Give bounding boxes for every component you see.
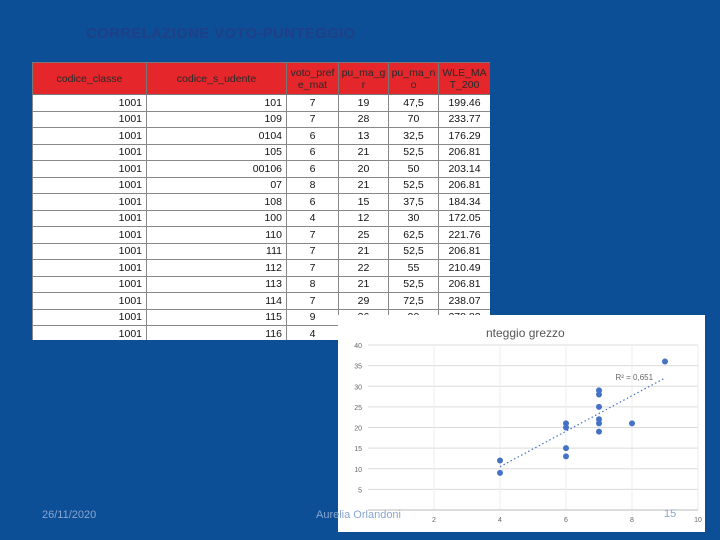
table-row xyxy=(33,177,491,194)
table-cell: 116 xyxy=(147,326,287,341)
table-cell: 7 xyxy=(287,227,339,244)
table-cell: 15 xyxy=(339,194,389,211)
table-cell: 70 xyxy=(389,111,439,128)
table-cell: 7 xyxy=(287,293,339,310)
table-cell: 1001 xyxy=(33,227,147,244)
table-cell: 6 xyxy=(287,128,339,145)
scatter-chart-svg xyxy=(338,315,705,532)
data-point xyxy=(497,458,503,464)
table-cell: 6 xyxy=(287,194,339,211)
table-cell: 1001 xyxy=(33,95,147,112)
table-row xyxy=(33,276,491,293)
table-cell: 1001 xyxy=(33,276,147,293)
header-voto: voto_pref e_mat xyxy=(287,63,339,95)
table-body xyxy=(33,95,491,341)
slide-title: CORRELAZIONE VOTO-PUNTEGGIO xyxy=(86,25,356,42)
data-table xyxy=(32,62,490,340)
data-point xyxy=(563,445,569,451)
table-cell: 52,5 xyxy=(389,243,439,260)
table-cell: 9 xyxy=(287,309,339,326)
header-pu-ma-no: pu_ma_n o xyxy=(389,63,439,95)
table-cell: 1001 xyxy=(33,111,147,128)
data-point xyxy=(596,404,602,410)
table-cell: 111 xyxy=(147,243,287,260)
y-tick-label: 30 xyxy=(354,384,362,392)
table-cell: 206.81 xyxy=(439,276,491,293)
data-point xyxy=(563,425,569,431)
table-row xyxy=(33,144,491,161)
table-cell: 105 xyxy=(147,144,287,161)
y-tick-label: 35 xyxy=(354,363,362,371)
y-tick-label: 10 xyxy=(354,466,362,474)
table-cell: 19 xyxy=(339,95,389,112)
data-point xyxy=(497,470,503,476)
table-cell: 6 xyxy=(287,144,339,161)
table-cell: 21 xyxy=(339,144,389,161)
table-cell: 176.29 xyxy=(439,128,491,145)
table-cell: 8 xyxy=(287,177,339,194)
table-cell: 1001 xyxy=(33,326,147,341)
table-cell: 13 xyxy=(339,128,389,145)
table-cell: 112 xyxy=(147,260,287,277)
table-cell: 72,5 xyxy=(389,293,439,310)
header-wle: WLE_MA T_200 xyxy=(439,63,491,95)
table-cell: 28 xyxy=(339,111,389,128)
table-cell: 109 xyxy=(147,111,287,128)
table-cell: 52,5 xyxy=(389,177,439,194)
table-cell: 1001 xyxy=(33,144,147,161)
table-cell: 203.14 xyxy=(439,161,491,178)
table-cell: 210.49 xyxy=(439,260,491,277)
table-row xyxy=(33,243,491,260)
table-cell: 221.76 xyxy=(439,227,491,244)
data-table-image xyxy=(32,62,490,340)
table-cell: 7 xyxy=(287,111,339,128)
table-cell: 50 xyxy=(389,161,439,178)
table-cell: 52,5 xyxy=(389,144,439,161)
table-cell: 114 xyxy=(147,293,287,310)
table-row xyxy=(33,227,491,244)
y-tick-label: 25 xyxy=(354,404,362,412)
header-codice-classe: codice_classe xyxy=(33,63,147,95)
x-tick-label: 2 xyxy=(432,517,436,524)
table-cell: 47,5 xyxy=(389,95,439,112)
chart-title: nteggio grezzo xyxy=(486,326,565,340)
table-cell: 4 xyxy=(287,326,339,341)
table-cell: 52,5 xyxy=(389,276,439,293)
table-row xyxy=(33,161,491,178)
table-cell: 29 xyxy=(339,293,389,310)
table-cell: 1001 xyxy=(33,194,147,211)
table-cell: 00106 xyxy=(147,161,287,178)
table-cell: 6 xyxy=(287,161,339,178)
data-point xyxy=(629,420,635,426)
table-cell: 110 xyxy=(147,227,287,244)
table-cell: 62,5 xyxy=(389,227,439,244)
table-cell: 206.81 xyxy=(439,177,491,194)
table-cell: 199.46 xyxy=(439,95,491,112)
header-codice-studente: codice_s_udente xyxy=(147,63,287,95)
table-cell: 108 xyxy=(147,194,287,211)
table-cell: 25 xyxy=(339,227,389,244)
table-cell: 7 xyxy=(287,260,339,277)
table-cell: 7 xyxy=(287,243,339,260)
x-tick-label: 4 xyxy=(498,517,502,524)
table-row xyxy=(33,194,491,211)
table-row xyxy=(33,128,491,145)
data-point xyxy=(662,359,668,365)
table-cell: 238.07 xyxy=(439,293,491,310)
table-cell: 1001 xyxy=(33,128,147,145)
x-tick-label: 8 xyxy=(630,517,634,524)
table-cell: 07 xyxy=(147,177,287,194)
trendline xyxy=(500,378,665,467)
table-cell: 101 xyxy=(147,95,287,112)
y-tick-label: 15 xyxy=(354,446,362,454)
table-row xyxy=(33,293,491,310)
table-cell: 12 xyxy=(339,210,389,227)
table-row xyxy=(33,95,491,112)
table-cell: 37,5 xyxy=(389,194,439,211)
header-pu-ma-gr: pu_ma_g r xyxy=(339,63,389,95)
data-point xyxy=(563,453,569,459)
table-cell: 206.81 xyxy=(439,243,491,260)
table-cell: 32,5 xyxy=(389,128,439,145)
table-cell: 1001 xyxy=(33,293,147,310)
table-cell: 115 xyxy=(147,309,287,326)
table-cell: 206.81 xyxy=(439,144,491,161)
table-cell: 113 xyxy=(147,276,287,293)
table-cell: 20 xyxy=(339,161,389,178)
table-row xyxy=(33,260,491,277)
table-cell: 1001 xyxy=(33,161,147,178)
table-cell: 1001 xyxy=(33,177,147,194)
y-tick-label: 20 xyxy=(354,425,362,433)
table-cell: 7 xyxy=(287,95,339,112)
table-cell: 172.05 xyxy=(439,210,491,227)
table-cell: 1001 xyxy=(33,243,147,260)
y-tick-label: 5 xyxy=(358,487,362,495)
table-cell: 21 xyxy=(339,276,389,293)
x-tick-label: 6 xyxy=(564,517,568,524)
r-squared-label: R² = 0,651 xyxy=(615,373,654,383)
table-cell: 1001 xyxy=(33,309,147,326)
table-cell: 21 xyxy=(339,177,389,194)
footer-date: 26/11/2020 xyxy=(42,509,97,521)
table-row xyxy=(33,111,491,128)
table-header-row xyxy=(33,63,491,95)
page-number: 15 xyxy=(664,508,677,520)
table-cell: 8 xyxy=(287,276,339,293)
table-cell: 1001 xyxy=(33,260,147,277)
data-point xyxy=(596,429,602,435)
table-cell: 55 xyxy=(389,260,439,277)
table-cell: 30 xyxy=(389,210,439,227)
scatter-chart xyxy=(338,315,705,532)
y-tick-label: 40 xyxy=(354,343,362,350)
table-cell: 22 xyxy=(339,260,389,277)
table-cell: 21 xyxy=(339,243,389,260)
table-cell: 4 xyxy=(287,210,339,227)
table-cell: 184.34 xyxy=(439,194,491,211)
data-point xyxy=(596,387,602,393)
table-cell: 100 xyxy=(147,210,287,227)
table-cell: 0104 xyxy=(147,128,287,145)
table-cell: 1001 xyxy=(33,210,147,227)
x-tick-label: 10 xyxy=(694,517,702,524)
table-cell: 233.77 xyxy=(439,111,491,128)
footer-author: Aurelia Orlandoni xyxy=(316,509,401,521)
data-point xyxy=(596,416,602,422)
table-row xyxy=(33,210,491,227)
